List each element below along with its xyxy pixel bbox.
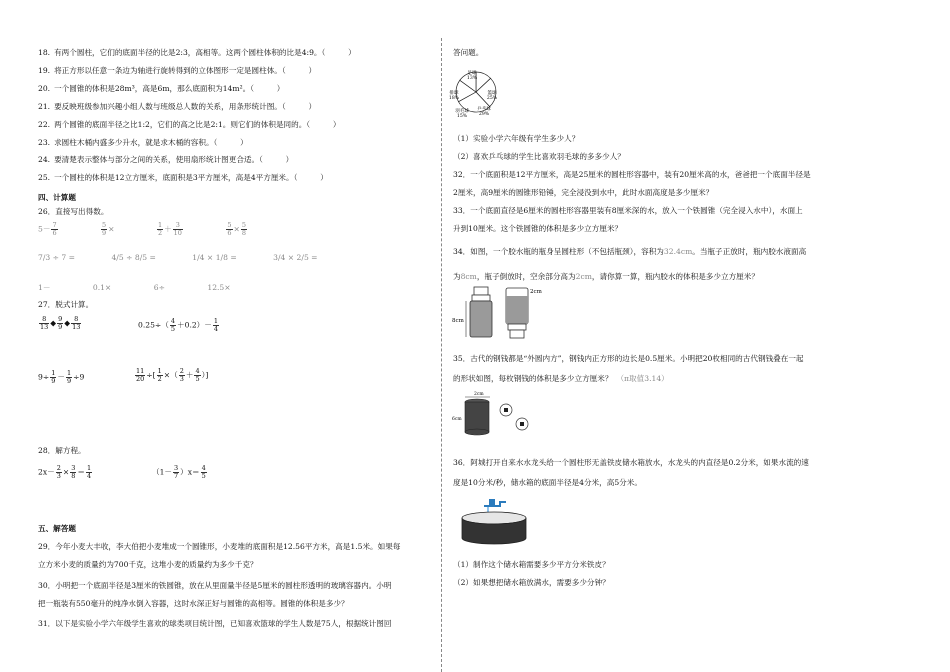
judgement-question [38,48,356,58]
pie-slice-label: 乒乓球 [477,107,491,112]
question-26: 26．直接写出得数。 [38,207,109,216]
calc-27-expr-1: $\frac{8}{13}$ ◆ $\frac{9}{9}$ ◆ $\frac{8}{13}$ [40,315,81,331]
question-text: 一个圆锥的体积是28m³，高是6m，那么底面积为14m²。（ ） [54,84,285,93]
question-36-line-1: 36．阿城打开自来水水龙头给一个圆柱形无盖铁皮储水箱放水，水龙头的内直径是0.2分米，如果水流的速 [453,458,809,467]
question-number: 22. [38,120,51,129]
question-number: 20. [38,84,51,93]
faucet-handle [489,499,495,505]
question-number: 23. [38,138,51,147]
solve-problem-line: 30．小明把一个底面半径是3厘米的铁圆锥，放在从里面量半径是5厘米的圆柱形透明的玻璃容器内。小明 [38,581,392,590]
pie-slice-label: 篮球 [487,91,497,96]
judgement-question [38,84,284,94]
question-number: 19. [38,66,51,75]
coin-square-hole-2 [520,422,524,426]
pie-slice-percent: 29% [478,112,490,117]
question-number: 24. [38,155,51,164]
pie-slice-label: 足球 [467,71,477,76]
solve-problem-line: 31．以下是实验小学六年级学生喜欢的球类项目统计图，已知喜欢篮球的学生人数是75人，根据统计图回 [38,619,392,628]
label-8cm: 8cm [452,318,464,324]
direct-calc-row-1: 5－ $\frac{7}{6}$ $\frac{5}{9}$ × $\frac{1}{2}$ ＋ $\frac{3}{10}$ $\frac{5}{6}$ × $\frac{5}{8}$ [38,221,247,237]
calc-27-expr-2: 0.25÷（ $\frac{4}{5}$ ＋0.2）－ $\frac{1}{4}$ [138,317,219,333]
judgement-question [38,138,248,148]
question-text: 求圆柱木桶内盛多少升水，就是求木桶的容积。（ ） [54,138,248,147]
glue-liquid-inverted [506,296,528,324]
solve-problem-line: 把一瓶装有550毫升的纯净水倒入容器，这时水深正好与圆锥的高相等。圆锥的体积是多少？ [38,599,349,608]
section-heading-solve: 五、解答题 [38,524,76,533]
judgement-question [38,155,293,165]
judgement-question [38,102,316,112]
bottle-body-upright [470,301,492,337]
question-28: 28．解方程。 [38,446,86,455]
question-text: 要清楚表示整体与部分之间的关系，使用扇形统计图更合适。（ ） [54,155,294,164]
question-36-sub-2: （2）如果想把储水箱放满水，需要多少分钟？ [453,578,610,587]
right-problem-line: 33．一个底面直径是6厘米的圆柱形容器里装有8厘米深的水，放入一个铁圆锥（完全浸入水中），水面上 [453,206,803,215]
pie-slice-label: 羽毛球 [455,109,469,114]
pie-slice-percent: 18% [448,96,460,101]
question-34-line-2: 为8cm，瓶子倒放时，空余部分高为2cm，请你算一算，瓶内胶水的体积是多少立方厘米？ [453,272,759,281]
right-problem-line: 升到10厘米。这个铁圆锥的体积是多少立方厘米？ [453,224,623,233]
solve-problem-line: 立方米小麦的质量约为700千克，这堆小麦的质量约为多少千克？ [38,560,258,569]
label-2cm: 2cm [530,289,542,295]
pie-slice-percent: 25% [486,96,498,101]
equation-2: （1－ $\frac{3}{7}$ ）x＝ $\frac{4}{5}$ [152,464,206,480]
bottle-cap-upright [474,287,488,295]
right-column [446,0,950,672]
label-6cm: 6cm [452,417,462,422]
direct-calc-row-3: 1－ 0.1× 6÷ 12.5× [38,283,231,292]
right-problem-line: （2）喜欢乒乓球的学生比喜欢羽毛球的多多少人？ [453,152,625,161]
pie-slice-label: 排球 [449,91,459,96]
question-number: 18. [38,48,51,57]
bottle-cap-inverted [510,330,524,338]
label-2cm: 2cm [474,392,484,397]
question-36-line-2: 度是10分米/秒，储水箱的底面半径是4分米，高5分米。 [453,478,642,487]
question-text: 将正方形以任意一条边为轴进行旋转得到的立体图形一定是圆柱体。（ ） [54,66,317,75]
question-27: 27．脱式计算。 [38,300,94,309]
question-34-line-1: 34．如图，一个胶水瓶的瓶身呈圆柱形（不包括瓶颈），容积为32.4cm。当瓶子正放时，瓶内胶水液面高 [453,247,807,256]
column-divider [441,38,442,672]
glue-bottle-figure [452,284,542,340]
question-36-sub-1: （1）制作这个储水箱需要多少平方分米铁皮？ [453,560,610,569]
stack-body [465,402,489,432]
direct-calc-row-2: 7/3 ÷ 7 = 4/5 ÷ 8/5 = 1/4 × 1/8 = 3/4 × 2/5 = [38,253,318,262]
continued-text: 答问题。 [453,48,484,57]
pie-slice-percent: 13% [466,76,478,81]
question-text: 有两个圆柱，它们的底面半径的比是2:3，高相等。这两个圆柱体积的比是4:9。（ ） [54,48,356,57]
question-text: 要反映班级参加兴趣小组人数与班级总人数的关系，用条形统计图。（ ） [54,102,317,111]
calc-27-expr-3: 9÷ $\frac{1}{9}$ － $\frac{1}{9}$ ÷9 [38,369,85,385]
right-problem-line: 2厘米，高9厘米的圆锥形铅锤，完全浸没到水中，此时水面高度是多少厘米？ [453,188,714,197]
ball-preference-pie-chart [446,64,516,120]
bottle-neck-inverted [508,324,526,330]
judgement-question [38,66,316,76]
solve-problem-line: 29．今年小麦大丰收，李大伯把小麦堆成一个圆锥形，小麦堆的底面积是12.56平方米，高是1.5米。如果每 [38,542,401,551]
calc-27-expr-4: $\frac{11}{20}$ ÷[ $\frac{1}{2}$ ×（ $\frac{2}{3}$ ＋ $\frac{4}{5}$ ）] [136,367,209,383]
judgement-question [38,120,341,130]
coin-square-hole [504,408,508,412]
coin-stack-figure [452,388,532,440]
question-number: 25. [38,173,51,182]
judgement-question [38,173,328,183]
question-35-line-2: 的形状如图，每枚钢钱的体积是多少立方厘米？ （π取值3.14） [453,374,669,383]
equation-1: 2x－ $\frac{2}{3}$ × $\frac{3}{8}$ ＝ $\frac{1}{4}$ [38,464,92,480]
left-column [0,0,440,672]
question-35-line-1: 35．古代的钢钱都是“外圆内方”，钢钱内正方形的边长是0.5厘米。小明把20枚相同的古代钢钱叠在一起 [453,354,804,363]
water-tank-figure [454,494,534,548]
pie-slice-percent: 15% [456,114,468,119]
right-problem-line: （1）实验小学六年级有学生多少人？ [453,134,580,143]
bottle-neck-upright [472,295,490,301]
question-number: 21. [38,102,51,111]
right-problem-line: 32．一个底面积是12平方厘米，高是25厘米的圆柱形容器中，装有20厘米高的水，爸爸把一个底面半径是 [453,170,811,179]
section-heading-calc: 四、计算题 [38,193,76,202]
question-text: 两个圆锥的底面半径之比1:2，它们的高之比是2:1。则它们的体积是同的。（ ） [54,120,341,129]
stack-bottom [465,429,489,435]
question-text: 一个圆柱的体积是12立方厘米，底面积是3平方厘米，高是4平方厘米。（ ） [54,173,328,182]
